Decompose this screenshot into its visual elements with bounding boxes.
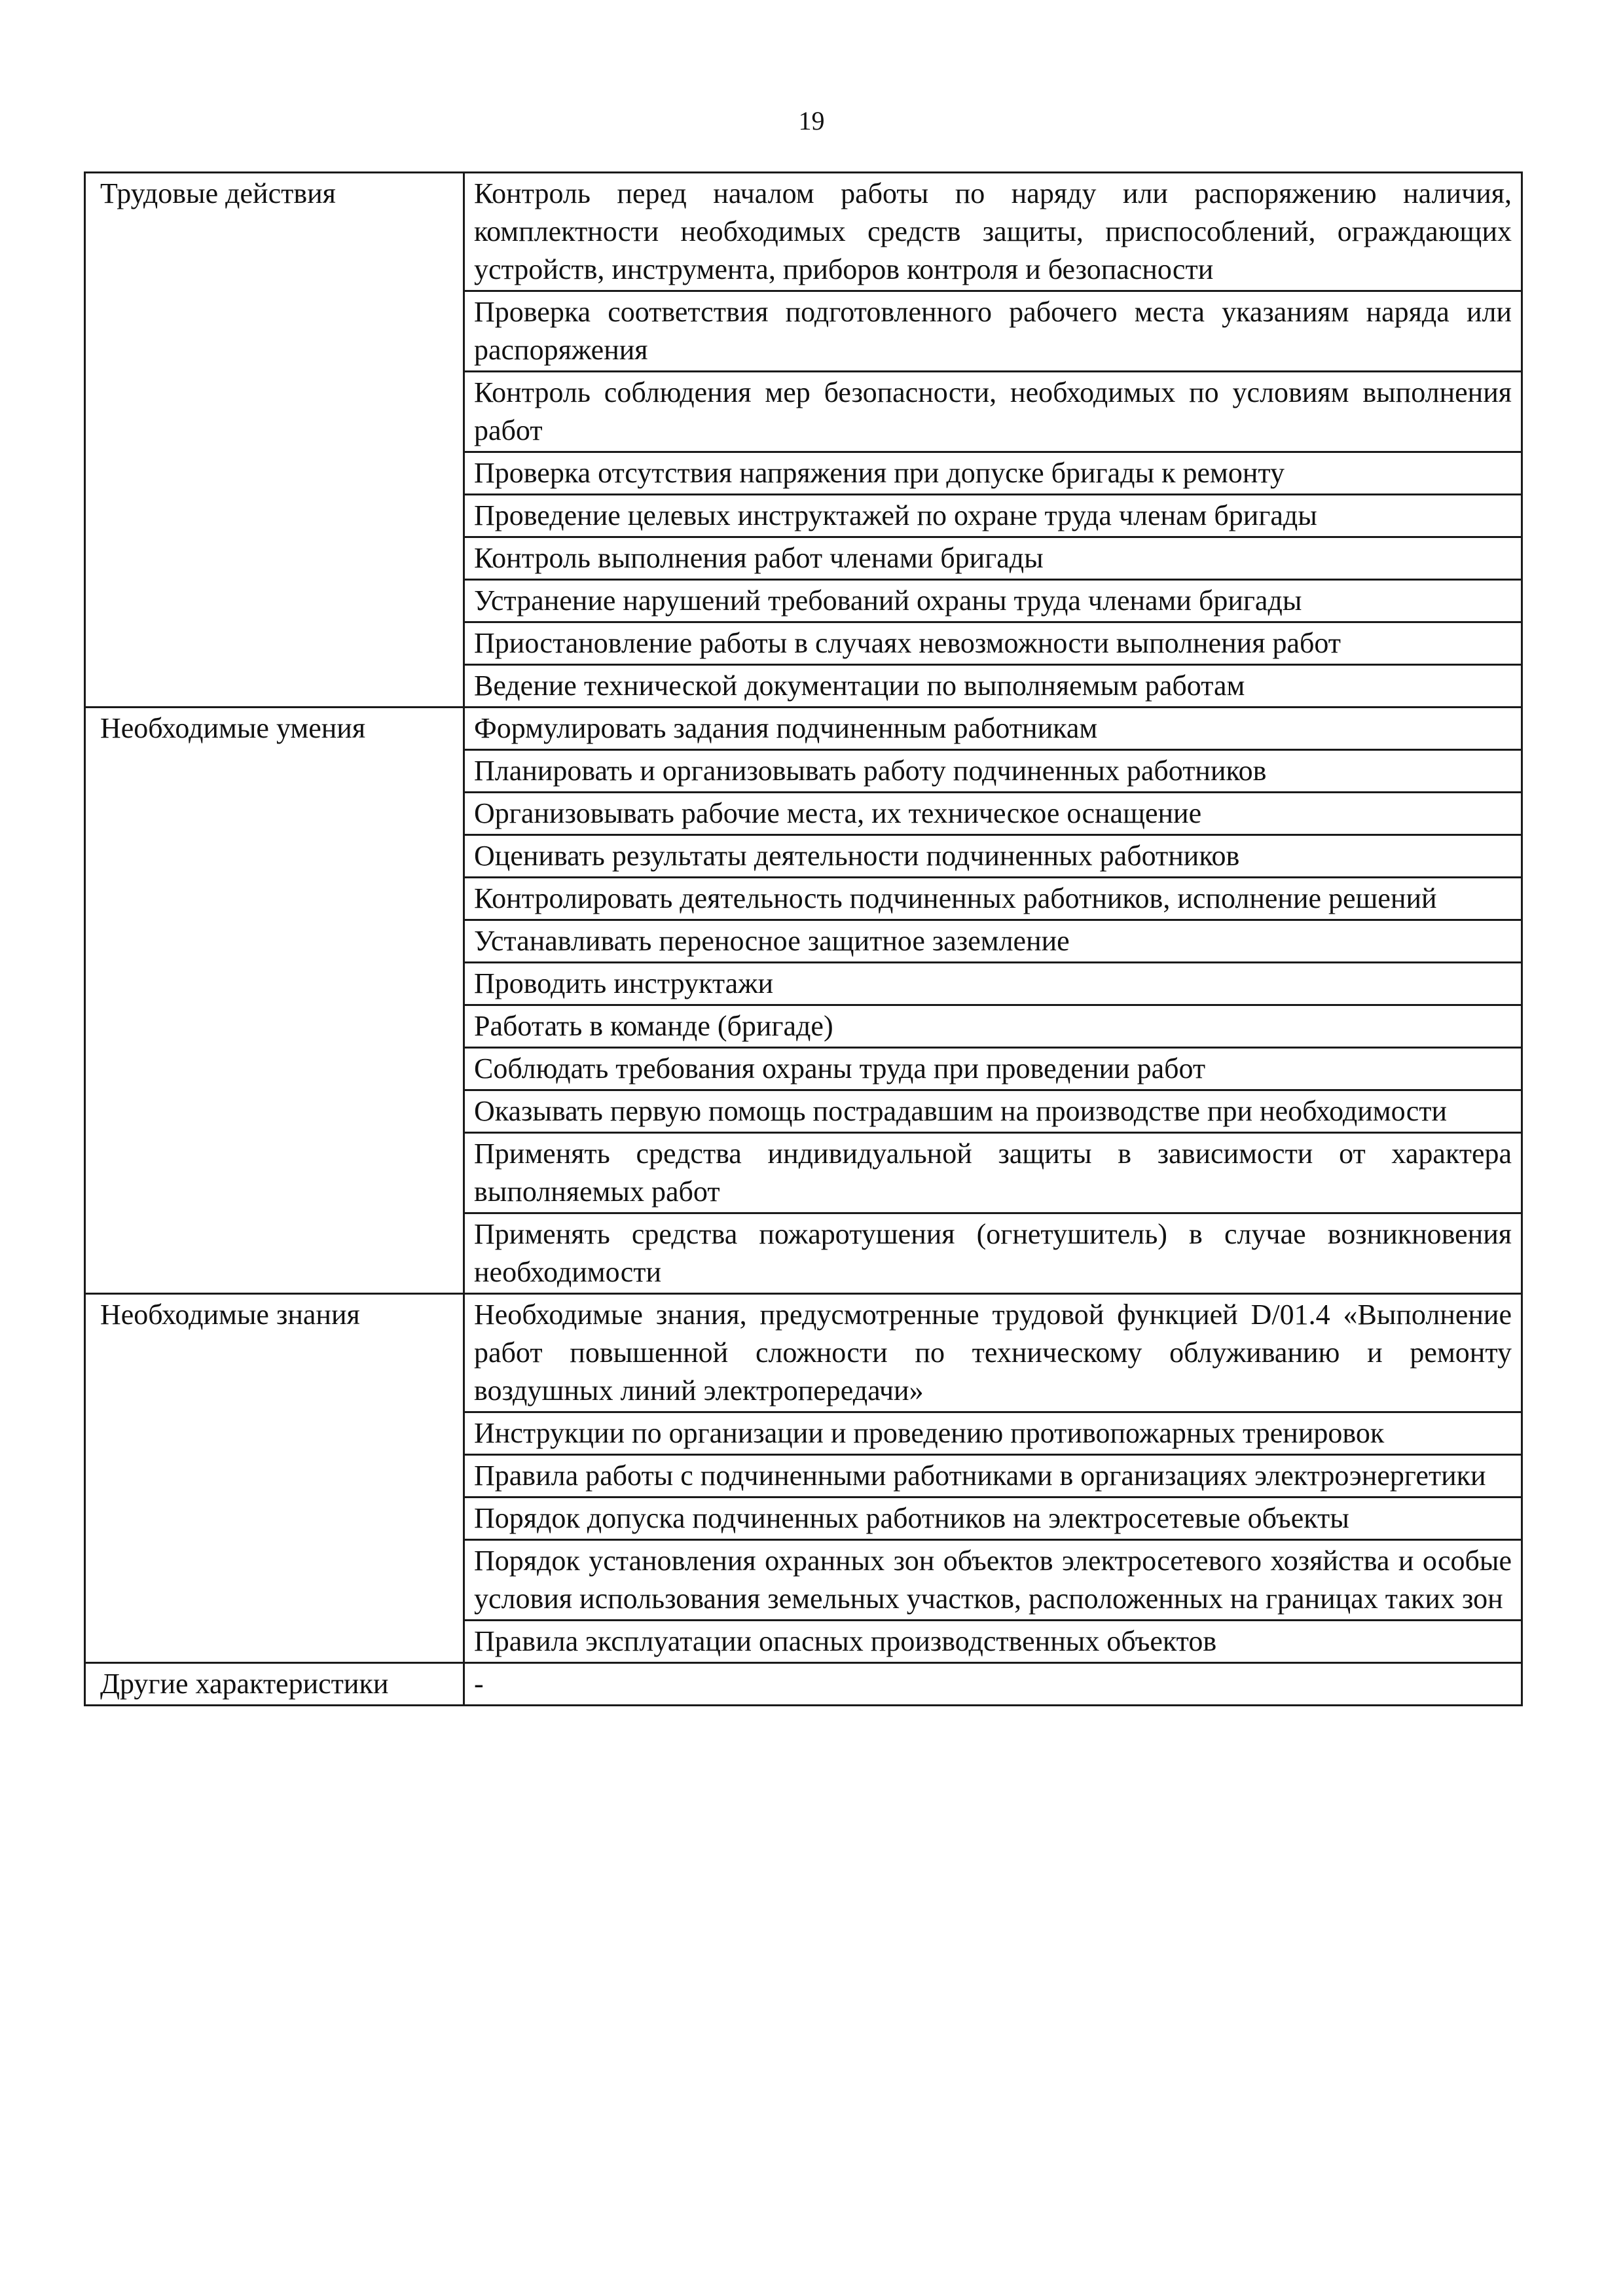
section-item: Устанавливать переносное защитное заземление bbox=[464, 920, 1522, 963]
section-item: Работать в команде (бригаде) bbox=[464, 1005, 1522, 1048]
section-item: - bbox=[464, 1663, 1522, 1706]
section-item: Контроль соблюдения мер безопасности, необходимых по условиям выполнения работ bbox=[464, 372, 1522, 452]
section-item: Проведение целевых инструктажей по охране труда членам бригады bbox=[464, 495, 1522, 537]
section-item: Планировать и организовывать работу подчиненных работников bbox=[464, 750, 1522, 793]
section-item: Правила работы с подчиненными работниками в организациях электроэнергетики bbox=[464, 1455, 1522, 1498]
section-item: Инструкции по организации и проведению противопожарных тренировок bbox=[464, 1412, 1522, 1455]
section-label: Необходимые умения bbox=[85, 708, 464, 1294]
section-item: Проводить инструктажи bbox=[464, 963, 1522, 1005]
section-item: Контроль перед началом работы по наряду или распоряжению наличия, комплектности необходимых средств защиты, приспособлений, ограждающих устройств, инструмента, приборов контроля и безопасности bbox=[464, 173, 1522, 291]
section-label: Необходимые знания bbox=[85, 1294, 464, 1663]
section-item: Применять средства пожаротушения (огнетушитель) в случае возникновения необходимости bbox=[464, 1213, 1522, 1294]
section-item: Оценивать результаты деятельности подчиненных работников bbox=[464, 835, 1522, 878]
section-item: Порядок допуска подчиненных работников на электросетевые объекты bbox=[464, 1498, 1522, 1540]
section-item: Оказывать первую помощь пострадавшим на производстве при необходимости bbox=[464, 1090, 1522, 1133]
table-row bbox=[85, 708, 1522, 750]
section-item: Организовывать рабочие места, их техническое оснащение bbox=[464, 793, 1522, 835]
section-label: Другие характеристики bbox=[85, 1663, 464, 1706]
table-body bbox=[85, 173, 1522, 1706]
section-item: Соблюдать требования охраны труда при проведении работ bbox=[464, 1048, 1522, 1090]
section-item: Формулировать задания подчиненным работникам bbox=[464, 708, 1522, 750]
section-item: Ведение технической документации по выполняемым работам bbox=[464, 665, 1522, 708]
section-label: Трудовые действия bbox=[85, 173, 464, 708]
section-item: Необходимые знания, предусмотренные трудовой функцией D/01.4 «Выполнение работ повышенной сложности по техническому облуживанию и ремонту воздушных линий электропередачи» bbox=[464, 1294, 1522, 1412]
section-item: Контролировать деятельность подчиненных работников, исполнение решений bbox=[464, 878, 1522, 920]
section-item: Применять средства индивидуальной защиты в зависимости от характера выполняемых работ bbox=[464, 1133, 1522, 1213]
section-item: Контроль выполнения работ членами бригады bbox=[464, 537, 1522, 580]
section-item: Проверка соответствия подготовленного рабочего места указаниям наряда или распоряжения bbox=[464, 291, 1522, 372]
section-item: Правила эксплуатации опасных производственных объектов bbox=[464, 1621, 1522, 1663]
section-item: Приостановление работы в случаях невозможности выполнения работ bbox=[464, 622, 1522, 665]
table-row bbox=[85, 1663, 1522, 1706]
characteristics-table bbox=[84, 171, 1523, 1706]
section-item: Устранение нарушений требований охраны труда членами бригады bbox=[464, 580, 1522, 622]
table-row bbox=[85, 173, 1522, 291]
section-item: Проверка отсутствия напряжения при допуске бригады к ремонту bbox=[464, 452, 1522, 495]
table-row bbox=[85, 1294, 1522, 1412]
section-item: Порядок установления охранных зон объектов электросетевого хозяйства и особые условия использования земельных участков, расположенных на границах таких зон bbox=[464, 1540, 1522, 1621]
page-number: 19 bbox=[798, 106, 825, 135]
